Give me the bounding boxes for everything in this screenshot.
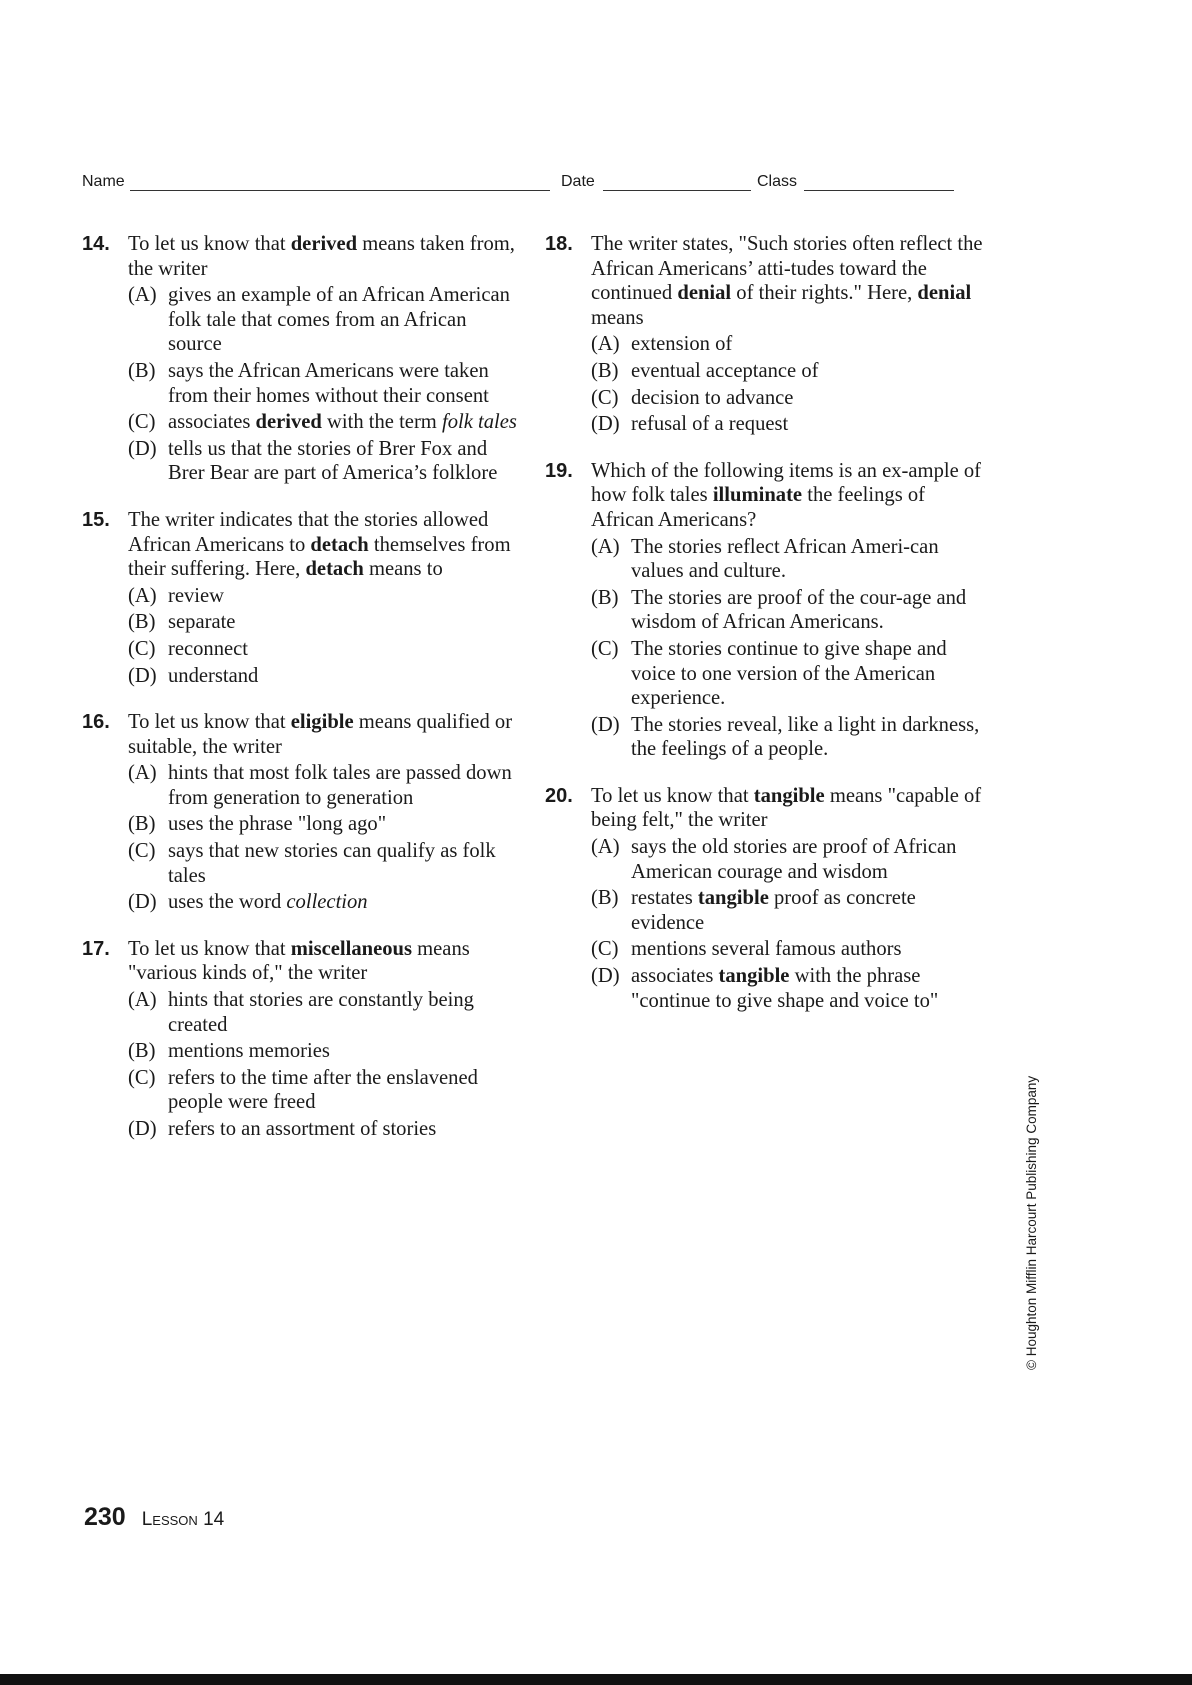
question-number: 14. [82, 233, 110, 255]
text-run: restates [631, 887, 698, 910]
question-16 [82, 710, 522, 915]
option-text [168, 1040, 330, 1062]
text-run: means "various kinds of," the writer [128, 937, 470, 985]
vocab-word: miscellaneous [290, 937, 412, 960]
option-label: (A) [591, 836, 620, 859]
option-label: (B) [128, 1040, 156, 1063]
text-run: Which of the following items is an ex-ample of how folk tales [591, 459, 982, 507]
vocab-word: denial [917, 282, 972, 305]
option-label: (B) [128, 813, 156, 836]
text-run: themselves from their suffering. Here, [128, 533, 511, 581]
vocab-word: denial [677, 282, 732, 305]
text-run: says the old stories are proof of African American courage and wisdom [631, 836, 957, 883]
text-run: separate [168, 611, 236, 634]
answer-option[interactable] [128, 761, 522, 810]
vocab-word: derived [290, 233, 358, 255]
option-text [168, 840, 496, 887]
answer-option[interactable] [128, 283, 522, 357]
question-stem [591, 459, 985, 533]
option-text [168, 611, 235, 633]
answer-option[interactable] [591, 359, 985, 384]
text-run: gives an example of an African American folk tale that comes from an African source [168, 284, 510, 356]
option-text [168, 638, 248, 660]
option-text [168, 284, 510, 355]
option-text [631, 887, 916, 934]
question-stem [128, 232, 522, 281]
text-run: the feelings of African Americans? [591, 484, 926, 531]
text-run: associates [168, 411, 256, 434]
answer-option[interactable] [591, 535, 985, 584]
question-number: 15. [82, 508, 110, 531]
question-19 [545, 459, 985, 762]
option-text [631, 638, 947, 709]
text-run: uses the word [168, 891, 287, 914]
answer-option[interactable] [591, 637, 985, 711]
left-column [82, 232, 522, 1164]
option-label: (C) [591, 637, 619, 660]
option-label: (C) [591, 386, 619, 409]
date-field-line[interactable] [603, 190, 751, 191]
question-number: 16. [82, 711, 110, 734]
text-run: The stories reflect African Ameri-can values and culture. [631, 535, 939, 583]
name-label: Name [82, 173, 125, 190]
option-label: (B) [591, 359, 619, 382]
answer-option[interactable] [128, 988, 522, 1037]
answer-option[interactable] [591, 412, 985, 437]
answer-option[interactable] [591, 835, 985, 884]
text-run: The stories reveal, like a light in darkness, the feelings of a people. [631, 713, 980, 761]
answer-option[interactable] [128, 664, 522, 689]
answer-option[interactable] [128, 812, 522, 837]
scan-edge-bar [0, 1674, 1192, 1685]
answer-option[interactable] [128, 1117, 522, 1142]
option-text [168, 989, 474, 1036]
question-number: 20. [545, 784, 573, 807]
class-label: Class [757, 173, 798, 190]
question-stem [128, 937, 522, 986]
option-text [168, 438, 497, 485]
option-label: (C) [128, 411, 156, 434]
option-label: (A) [591, 333, 620, 356]
text-run: of their rights." Here, [731, 282, 918, 305]
option-label: (B) [591, 586, 619, 609]
text-run: The stories are proof of the cour-age and wisdom of African Americans. [631, 586, 967, 634]
option-text [168, 1118, 436, 1140]
answer-option[interactable] [128, 584, 522, 609]
text-run: reconnect [168, 637, 249, 660]
text-run: understand [168, 664, 259, 687]
option-text [168, 813, 386, 835]
answer-option[interactable] [591, 332, 985, 357]
question-number: 17. [82, 937, 110, 960]
option-label: (D) [591, 413, 620, 436]
answer-option[interactable] [128, 359, 522, 408]
option-label: (A) [128, 584, 157, 607]
option-text [631, 536, 939, 583]
page-footer [84, 1503, 224, 1535]
text-run: refers to an assortment of stories [168, 1118, 437, 1140]
name-field-line[interactable] [130, 190, 550, 191]
answer-option[interactable] [591, 964, 985, 1013]
answer-option[interactable] [591, 937, 985, 962]
option-text [631, 714, 979, 761]
text-run: mentions several famous authors [631, 938, 902, 961]
question-stem [591, 784, 985, 833]
text-run: says the African Americans were taken from their homes without their consent [168, 359, 489, 407]
text-run: says that new stories can qualify as folk tales [168, 840, 496, 887]
option-label: (A) [591, 535, 620, 558]
text-run: hints that most folk tales are passed down from generation to generation [168, 762, 512, 809]
italic-term: folk tales [441, 411, 517, 434]
option-label: (D) [128, 891, 157, 914]
answer-option[interactable] [128, 890, 522, 915]
vocab-word: tangible [697, 887, 769, 910]
question-17 [82, 937, 522, 1142]
option-label: (B) [128, 359, 156, 382]
option-text [168, 585, 224, 607]
right-column [545, 232, 985, 1035]
option-label: (D) [128, 664, 157, 687]
option-text [168, 665, 258, 687]
text-run: extension of [631, 333, 733, 356]
text-run: means "capable of being felt," the writer [591, 784, 982, 832]
option-text [631, 333, 732, 355]
answer-option[interactable] [128, 1066, 522, 1115]
copyright-notice: © Houghton Mifflin Harcourt Publishing Company [1024, 1075, 1039, 1370]
answer-option[interactable] [128, 1039, 522, 1064]
option-label: (D) [128, 1118, 157, 1140]
text-run: hints that stories are constantly being created [168, 989, 474, 1036]
text-run: The writer states, "Such stories often reflect the African Americans’ atti-tudes toward the continued [591, 233, 983, 305]
option-label: (D) [128, 437, 157, 460]
answer-option[interactable] [128, 437, 522, 486]
vocab-word: illuminate [712, 484, 803, 507]
option-label: (D) [591, 965, 620, 988]
vocab-word: tangible [718, 965, 790, 988]
text-run: associates [631, 965, 719, 988]
option-label: (C) [128, 840, 156, 863]
text-run: proof as concrete evidence [631, 887, 916, 934]
option-label: (C) [128, 637, 156, 660]
option-text [168, 762, 512, 809]
option-text [631, 387, 793, 409]
option-label: (B) [591, 887, 619, 910]
answer-option[interactable] [128, 839, 522, 888]
answer-option[interactable] [591, 886, 985, 935]
text-run: mentions memories [168, 1040, 330, 1063]
vocab-word: tangible [753, 784, 825, 807]
class-field-line[interactable] [804, 190, 954, 191]
option-label: (B) [128, 611, 156, 634]
question-number: 18. [545, 233, 573, 255]
option-text [631, 360, 819, 382]
option-label: (A) [128, 284, 157, 307]
page-number: 230 [84, 1503, 126, 1531]
vocab-word: detach [310, 533, 369, 556]
answer-option[interactable] [128, 637, 522, 662]
question-15 [82, 508, 522, 688]
vocab-word: derived [255, 411, 322, 434]
question-stem [128, 710, 522, 759]
text-run: To let us know that [128, 937, 291, 960]
text-run: review [168, 584, 225, 607]
text-run: eventual acceptance of [631, 359, 819, 382]
text-run: with the phrase "continue to give shape and voice to" [631, 965, 939, 1012]
text-run: To let us know that [128, 233, 291, 255]
answer-option[interactable] [128, 610, 522, 635]
date-label: Date [561, 173, 595, 190]
option-text [631, 587, 966, 634]
answer-option[interactable] [128, 410, 522, 435]
text-run: with the term [321, 411, 442, 434]
question-14 [82, 232, 522, 486]
italic-term: collection [286, 891, 368, 914]
option-text [631, 965, 938, 1012]
text-run: means [591, 306, 644, 329]
option-text [631, 938, 902, 960]
option-text [168, 1067, 478, 1114]
answer-option[interactable] [591, 386, 985, 411]
text-run: means qualified or suitable, the writer [128, 711, 513, 758]
worksheet-header [82, 170, 962, 196]
question-18 [545, 232, 985, 437]
vocab-word: detach [305, 558, 364, 581]
option-text [631, 413, 788, 435]
question-number: 19. [545, 459, 573, 482]
vocab-word: eligible [290, 711, 354, 734]
text-run: means taken from, the writer [128, 233, 515, 280]
lesson-label: Lesson 14 [141, 1509, 225, 1530]
text-run: means to [363, 558, 443, 581]
option-text [168, 411, 517, 433]
text-run: The stories continue to give shape and voice to one version of the American experience. [631, 637, 947, 710]
option-text [168, 891, 368, 913]
option-label: (D) [591, 713, 620, 736]
answer-option[interactable] [591, 586, 985, 635]
question-20 [545, 784, 985, 1013]
option-text [631, 836, 956, 883]
text-run: The writer indicates that the stories allowed African Americans to [128, 508, 489, 556]
answer-option[interactable] [591, 713, 985, 762]
question-stem [591, 232, 985, 330]
option-label: (A) [128, 989, 157, 1012]
option-label: (C) [128, 1066, 156, 1089]
option-label: (A) [128, 762, 157, 785]
option-label: (C) [591, 938, 619, 961]
text-run: decision to advance [631, 386, 794, 409]
text-run: To let us know that [591, 784, 754, 807]
option-text [168, 360, 489, 407]
text-run: To let us know that [128, 711, 291, 734]
text-run: refers to the time after the enslavened people were freed [168, 1066, 478, 1114]
text-run: uses the phrase "long ago" [168, 813, 387, 836]
question-stem [128, 508, 522, 582]
text-run: tells us that the stories of Brer Fox and Brer Bear are part of America’s folklore [168, 437, 498, 485]
text-run: refusal of a request [631, 413, 789, 436]
